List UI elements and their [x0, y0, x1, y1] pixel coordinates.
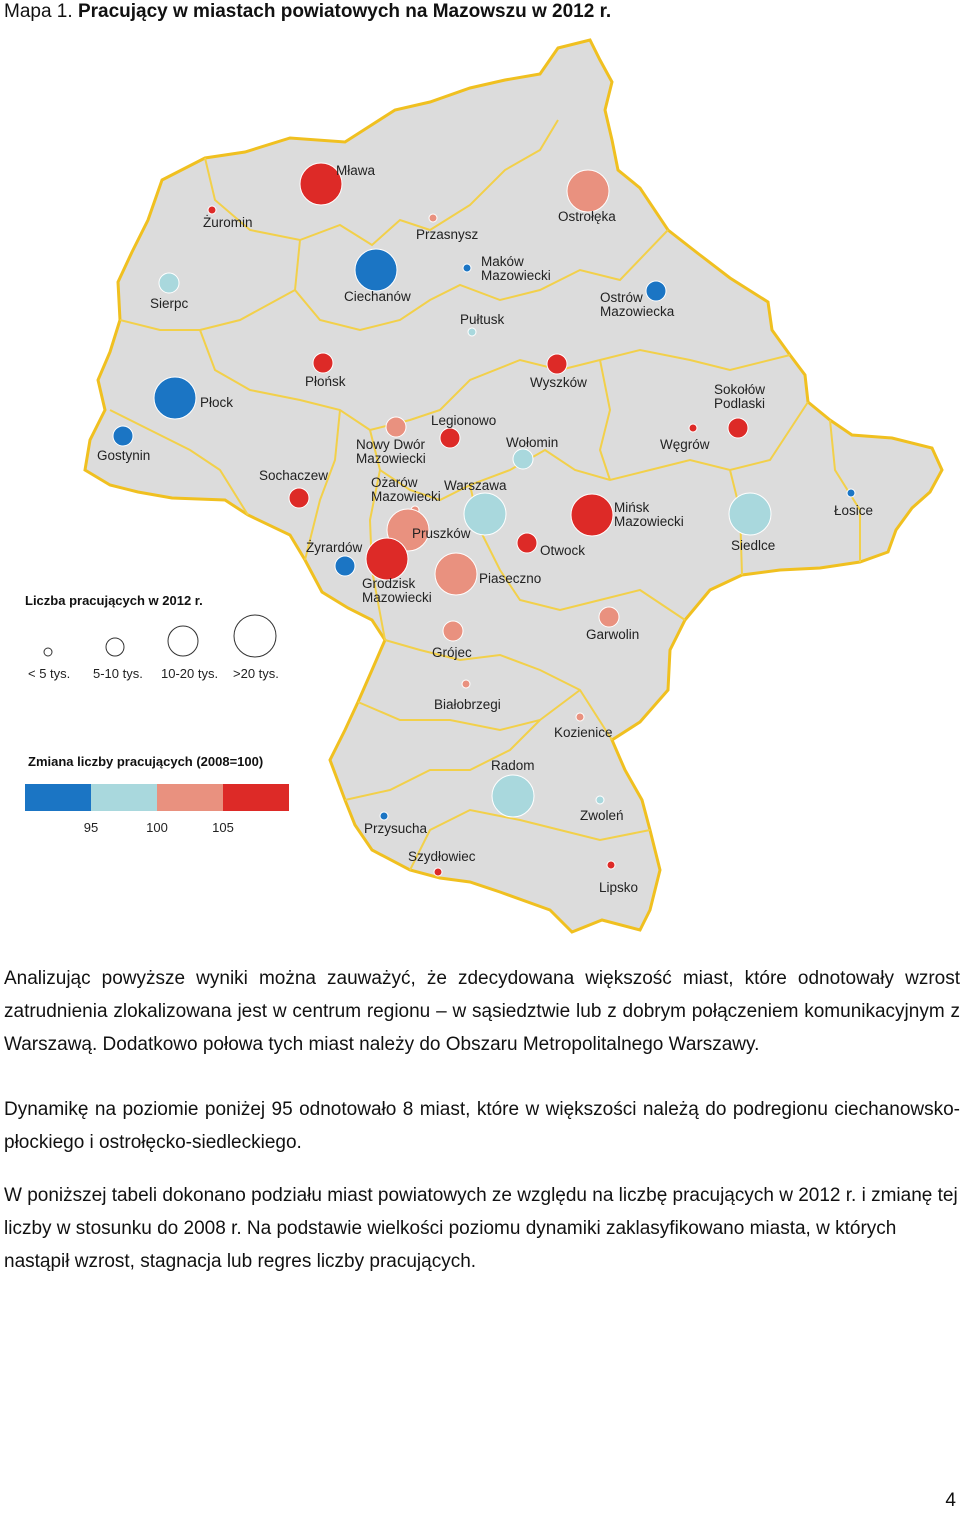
city-circle-maków-mazowiecki	[463, 264, 471, 272]
city-label-ostrów-mazowiecka: Ostrów Mazowiecka	[600, 290, 675, 319]
city-circle-garwolin	[599, 607, 619, 627]
city-label-zwoleń: Zwoleń	[580, 808, 624, 823]
city-label-przasnysz: Przasnysz	[416, 227, 479, 242]
map-caption	[4, 0, 611, 24]
city-label-łosice: Łosice	[834, 503, 874, 518]
legend-color-swatch-2	[91, 784, 157, 811]
city-circle-białobrzegi	[462, 680, 470, 688]
legend-color-tick-95: 95	[83, 820, 99, 835]
city-circle-pułtusk	[468, 328, 476, 336]
legend-color-tick-105: 105	[212, 820, 234, 835]
city-circle-otwock	[517, 533, 537, 553]
city-label-sokołów-podlaski: Sokołów Podlaski	[714, 382, 766, 411]
legend-color	[25, 754, 289, 835]
city-label-mińsk-mazowiecki: Mińsk Mazowiecki	[614, 500, 684, 529]
paragraph-3	[4, 1179, 960, 1278]
legend-size	[25, 593, 279, 681]
city-circle-gostynin	[113, 426, 133, 446]
caption-prefix: Mapa 1.	[4, 1, 73, 22]
city-circle-płońsk	[313, 353, 333, 373]
page-number: 4	[945, 1490, 956, 1511]
city-label-białobrzegi: Białobrzegi	[434, 697, 501, 712]
city-circle-sokołów-podlaski	[728, 418, 748, 438]
city-circle-zwoleń	[596, 796, 604, 804]
caption-title: Pracujący w miastach powiatowych na Mazowszu w 2012 r.	[77, 1, 612, 22]
city-label-ostrołęka: Ostrołęka	[558, 209, 616, 224]
city-circle-szydłowiec	[434, 868, 442, 876]
city-circle-przysucha	[380, 812, 388, 820]
city-circle-ostrów-mazowiecka	[646, 281, 666, 301]
city-label-gostynin: Gostynin	[97, 448, 151, 463]
city-circle-sochaczew	[289, 488, 309, 508]
legend-size-circle-4	[234, 615, 276, 657]
legend-size-circle-2	[106, 638, 124, 656]
city-circle-ostrołęka	[567, 170, 609, 212]
mazovia-map	[0, 30, 960, 950]
city-circle-kozienice	[576, 713, 584, 721]
city-circle-siedlce	[729, 493, 771, 535]
legend-size-label-3: 10-20 tys.	[161, 666, 219, 681]
legend-size-title: Liczba pracujących w 2012 r.	[25, 593, 203, 608]
city-label-mława: Mława	[336, 163, 376, 178]
legend-color-tick-100: 100	[146, 820, 168, 835]
city-circle-mińsk-mazowiecki	[571, 494, 613, 536]
city-label-przysucha: Przysucha	[364, 821, 428, 836]
city-label-grodzisk-mazowiecki: Grodzisk Mazowiecki	[362, 576, 432, 605]
city-circle-radom	[492, 775, 534, 817]
city-circle-sierpc	[159, 273, 179, 293]
city-circle-węgrów	[689, 424, 697, 432]
city-circle-przasnysz	[429, 214, 437, 222]
city-label-grójec: Grójec	[432, 645, 472, 660]
legend-color-title: Zmiana liczby pracujących (2008=100)	[28, 754, 264, 769]
city-circle-lipsko	[607, 861, 615, 869]
city-label-lipsko: Lipsko	[599, 880, 639, 895]
city-circle-legionowo	[440, 428, 460, 448]
paragraph-2-text: Dynamikę na poziomie poniżej 95 odnotowało 8 miast, które w większości należą do podregionu ciechanowsko-płockiego i ostrołęcko-siedleckiego.	[4, 1099, 960, 1153]
city-label-radom: Radom	[491, 758, 535, 773]
paragraph-3-text: W poniższej tabeli dokonano podziału miast powiatowych ze względu na liczbę pracujących w 2012 r. i zmianę tej liczby w stosunku do 2008 r. Na podstawie wielkości poziomu dynamiki zaklasyfikowano miasta, w których nastąpił wzrost, stagnacja lub regres liczby pracujących.	[4, 1185, 958, 1272]
city-circle-grójec	[443, 621, 463, 641]
city-circle-grodzisk-mazowiecki	[366, 538, 408, 580]
city-label-sierpc: Sierpc	[150, 296, 189, 311]
legend-color-swatch-3	[157, 784, 223, 811]
legend-size-circle-3	[168, 626, 198, 656]
city-circle-żyrardów	[335, 556, 355, 576]
paragraph-1	[4, 962, 960, 1061]
city-circle-płock	[154, 377, 196, 419]
city-circle-wyszków	[547, 354, 567, 374]
city-label-szydłowiec: Szydłowiec	[408, 849, 476, 864]
city-label-wyszków: Wyszków	[530, 375, 587, 390]
legend-size-circle-1	[44, 648, 52, 656]
city-circle-żuromin	[208, 206, 216, 214]
legend-size-label-1: < 5 tys.	[28, 666, 71, 681]
city-circle-wołomin	[513, 449, 533, 469]
city-label-pułtusk: Pułtusk	[460, 312, 505, 327]
city-circle-nowy-dwór-mazowiecki	[386, 417, 406, 437]
paragraph-1-text: Analizując powyższe wyniki można zauważyć, że zdecydowana większość miast, które odnotowały wzrost zatrudnienia zlokalizowana jest w centrum regionu – w sąsiedztwie lub z dobrym połączeniem komunikacyjnym z Warszawą. Dodatkowo połowa tych miast należy do Obszaru Metropolitalnego Warszawy.	[4, 968, 960, 1055]
city-label-piaseczno: Piaseczno	[479, 571, 542, 586]
city-circle-ciechanów	[355, 249, 397, 291]
city-label-siedlce: Siedlce	[731, 538, 776, 553]
city-label-legionowo: Legionowo	[431, 413, 497, 428]
city-label-żyrardów: Żyrardów	[306, 540, 363, 555]
city-label-warszawa: Warszawa	[444, 478, 507, 493]
city-label-ciechanów: Ciechanów	[344, 289, 411, 304]
city-label-maków-mazowiecki: Maków Mazowiecki	[481, 254, 551, 283]
city-label-kozienice: Kozienice	[554, 725, 613, 740]
legend-color-swatch-4	[223, 784, 289, 811]
paragraph-2	[4, 1093, 960, 1159]
map-figure	[0, 30, 960, 950]
city-label-ożarów-mazowiecki: Ożarów Mazowiecki	[371, 475, 441, 504]
city-label-garwolin: Garwolin	[586, 627, 640, 642]
city-circle-piaseczno	[435, 553, 477, 595]
city-label-nowy-dwór-mazowiecki: Nowy Dwór Mazowiecki	[356, 437, 426, 466]
city-label-sochaczew: Sochaczew	[259, 468, 329, 483]
legend-size-label-4: >20 tys.	[233, 666, 279, 681]
city-circle-łosice	[847, 489, 855, 497]
legend-color-swatch-1	[25, 784, 91, 811]
city-label-węgrów: Węgrów	[660, 437, 710, 452]
city-label-pruszków: Pruszków	[412, 526, 471, 541]
legend-size-label-2: 5-10 tys.	[93, 666, 143, 681]
city-label-płońsk: Płońsk	[305, 374, 346, 389]
city-label-płock: Płock	[200, 395, 234, 410]
city-label-wołomin: Wołomin	[506, 435, 559, 450]
city-label-otwock: Otwock	[540, 543, 586, 558]
city-label-żuromin: Żuromin	[203, 215, 253, 230]
